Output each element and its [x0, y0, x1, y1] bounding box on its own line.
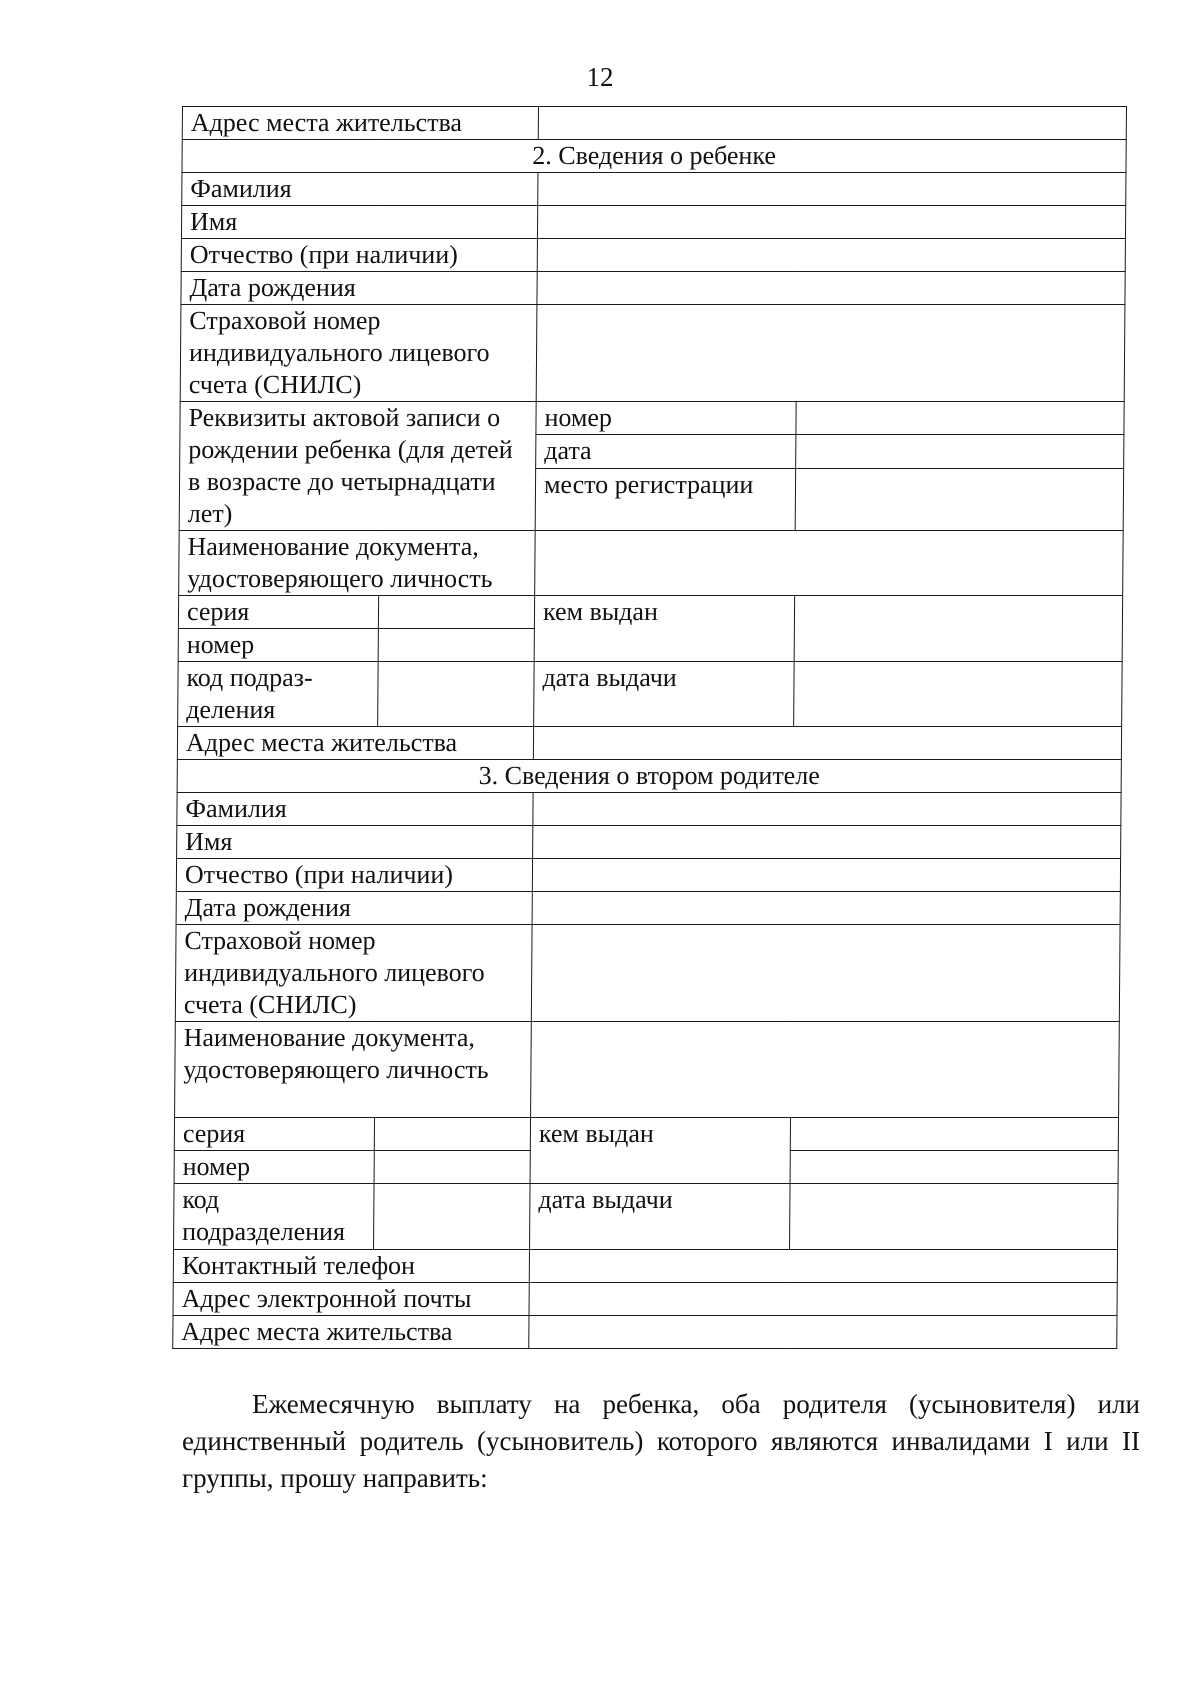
child-address-field[interactable]: [533, 727, 1121, 760]
label-record-date: дата: [536, 435, 796, 468]
child-patronymic-field[interactable]: [537, 239, 1125, 272]
table-row: [175, 1022, 1120, 1118]
table-row: [173, 1250, 1117, 1283]
table-row: [179, 531, 1124, 596]
table-row: [174, 1184, 1119, 1250]
parent-snils-field[interactable]: [531, 925, 1120, 1022]
parent-birth-date-field[interactable]: [532, 892, 1120, 925]
label-record-number: номер: [536, 402, 796, 435]
child-snils-field[interactable]: [536, 305, 1125, 402]
label-parent-number: номер: [174, 1151, 374, 1184]
label-child-snils: Страховой номер индивидуального лицевого счета (СНИЛС): [180, 305, 537, 402]
page-number: 12: [586, 62, 614, 92]
child-issued-by-field[interactable]: [794, 596, 1123, 662]
table-row: [175, 925, 1120, 1022]
label-child-dept-code: код подраз- деления: [178, 662, 379, 727]
application-form: [172, 106, 1126, 1369]
child-birth-date-field[interactable]: [537, 272, 1125, 305]
label-child-patronymic: Отчество (при наличии): [181, 239, 537, 272]
table-row: [182, 107, 1126, 140]
label-parent-series: серия: [174, 1118, 374, 1151]
table-row: [180, 305, 1125, 402]
table-row: [182, 173, 1126, 206]
label-parent-phone: Контактный телефон: [173, 1250, 529, 1283]
parent-issue-date-field[interactable]: [790, 1184, 1119, 1250]
parent-issued-by-field-1[interactable]: [790, 1118, 1118, 1151]
table-row: [173, 1283, 1117, 1316]
table-row: [178, 662, 1123, 727]
table-row: [177, 727, 1121, 760]
child-number-field[interactable]: [378, 629, 534, 662]
record-place-field[interactable]: [795, 468, 1123, 531]
table-row: [181, 239, 1125, 272]
section-heading-child: 2. Сведения о ребенке: [182, 140, 1126, 173]
label-parent-dept-code: код подразделения: [174, 1184, 375, 1250]
form-table: [172, 106, 1127, 1349]
child-issue-date-field[interactable]: [794, 662, 1123, 727]
child-surname-field[interactable]: [538, 173, 1126, 206]
label-parent-id-doc: Наименование документа, удостоверяющего личность: [175, 1022, 532, 1118]
label-child-series: серия: [178, 596, 378, 629]
table-row: [177, 760, 1121, 793]
child-dept-code-field[interactable]: [378, 662, 535, 727]
table-row: [181, 206, 1125, 239]
label-child-number: номер: [178, 629, 378, 662]
label-parent-email: Адрес электронной почты: [173, 1283, 529, 1316]
address-top-field[interactable]: [538, 107, 1126, 140]
table-row: [174, 1118, 1118, 1151]
table-row: [177, 793, 1121, 826]
label-child-address: Адрес места жительства: [177, 727, 533, 760]
table-row: [173, 1316, 1117, 1349]
label-record-place: место регистрации: [535, 468, 795, 531]
parent-dept-code-field[interactable]: [374, 1184, 531, 1250]
parent-issued-by-field-2[interactable]: [790, 1151, 1118, 1184]
table-row: [176, 859, 1120, 892]
child-series-field[interactable]: [378, 596, 534, 629]
label-parent-issue-date: дата выдачи: [530, 1184, 791, 1250]
label-parent-issued-by: кем выдан: [530, 1118, 791, 1184]
record-number-field[interactable]: [796, 402, 1124, 435]
label-parent-patronymic: Отчество (при наличии): [176, 859, 532, 892]
label-child-birth-date: Дата рождения: [181, 272, 537, 305]
label-child-surname: Фамилия: [182, 173, 538, 206]
label-child-id-doc: Наименование документа, удостоверяющего личность: [179, 531, 536, 596]
payment-paragraph: [182, 1386, 1140, 1497]
table-row: [182, 140, 1126, 173]
parent-number-field[interactable]: [374, 1151, 530, 1184]
record-date-field[interactable]: [796, 435, 1124, 468]
label-child-issue-date: дата выдачи: [534, 662, 795, 727]
label-parent-name: Имя: [177, 826, 533, 859]
table-row: [177, 826, 1121, 859]
parent-patronymic-field[interactable]: [532, 859, 1120, 892]
parent-address-field[interactable]: [529, 1316, 1117, 1349]
label-parent-surname: Фамилия: [177, 793, 533, 826]
label-child-issued-by: кем выдан: [534, 596, 795, 662]
label-birth-record: Реквизиты актовой записи о рождении ребенка (для детей в возрасте до четырнадцати лет): [179, 402, 536, 531]
parent-series-field[interactable]: [374, 1118, 530, 1151]
label-address-top: Адрес места жительства: [182, 107, 538, 140]
label-parent-birth-date: Дата рождения: [176, 892, 532, 925]
paragraph-text: Ежемесячную выплату на ребенка, оба родителя (усыновителя) или единственный родитель (усыновитель) которого являются инвалидами I или II группы, прошу направить:: [182, 1389, 1140, 1493]
section-heading-second-parent: 3. Сведения о втором родителе: [177, 760, 1121, 793]
table-row: [176, 892, 1120, 925]
table-row: [178, 596, 1122, 629]
label-parent-address: Адрес места жительства: [173, 1316, 529, 1349]
child-name-field[interactable]: [537, 206, 1125, 239]
table-row: [181, 272, 1125, 305]
table-row: [180, 402, 1124, 435]
parent-name-field[interactable]: [533, 826, 1121, 859]
parent-id-doc-field[interactable]: [531, 1022, 1120, 1118]
parent-phone-field[interactable]: [529, 1250, 1117, 1283]
parent-surname-field[interactable]: [533, 793, 1121, 826]
label-child-name: Имя: [181, 206, 537, 239]
label-parent-snils: Страховой номер индивидуального лицевого счета (СНИЛС): [175, 925, 532, 1022]
parent-email-field[interactable]: [529, 1283, 1117, 1316]
child-id-doc-field[interactable]: [535, 531, 1124, 596]
